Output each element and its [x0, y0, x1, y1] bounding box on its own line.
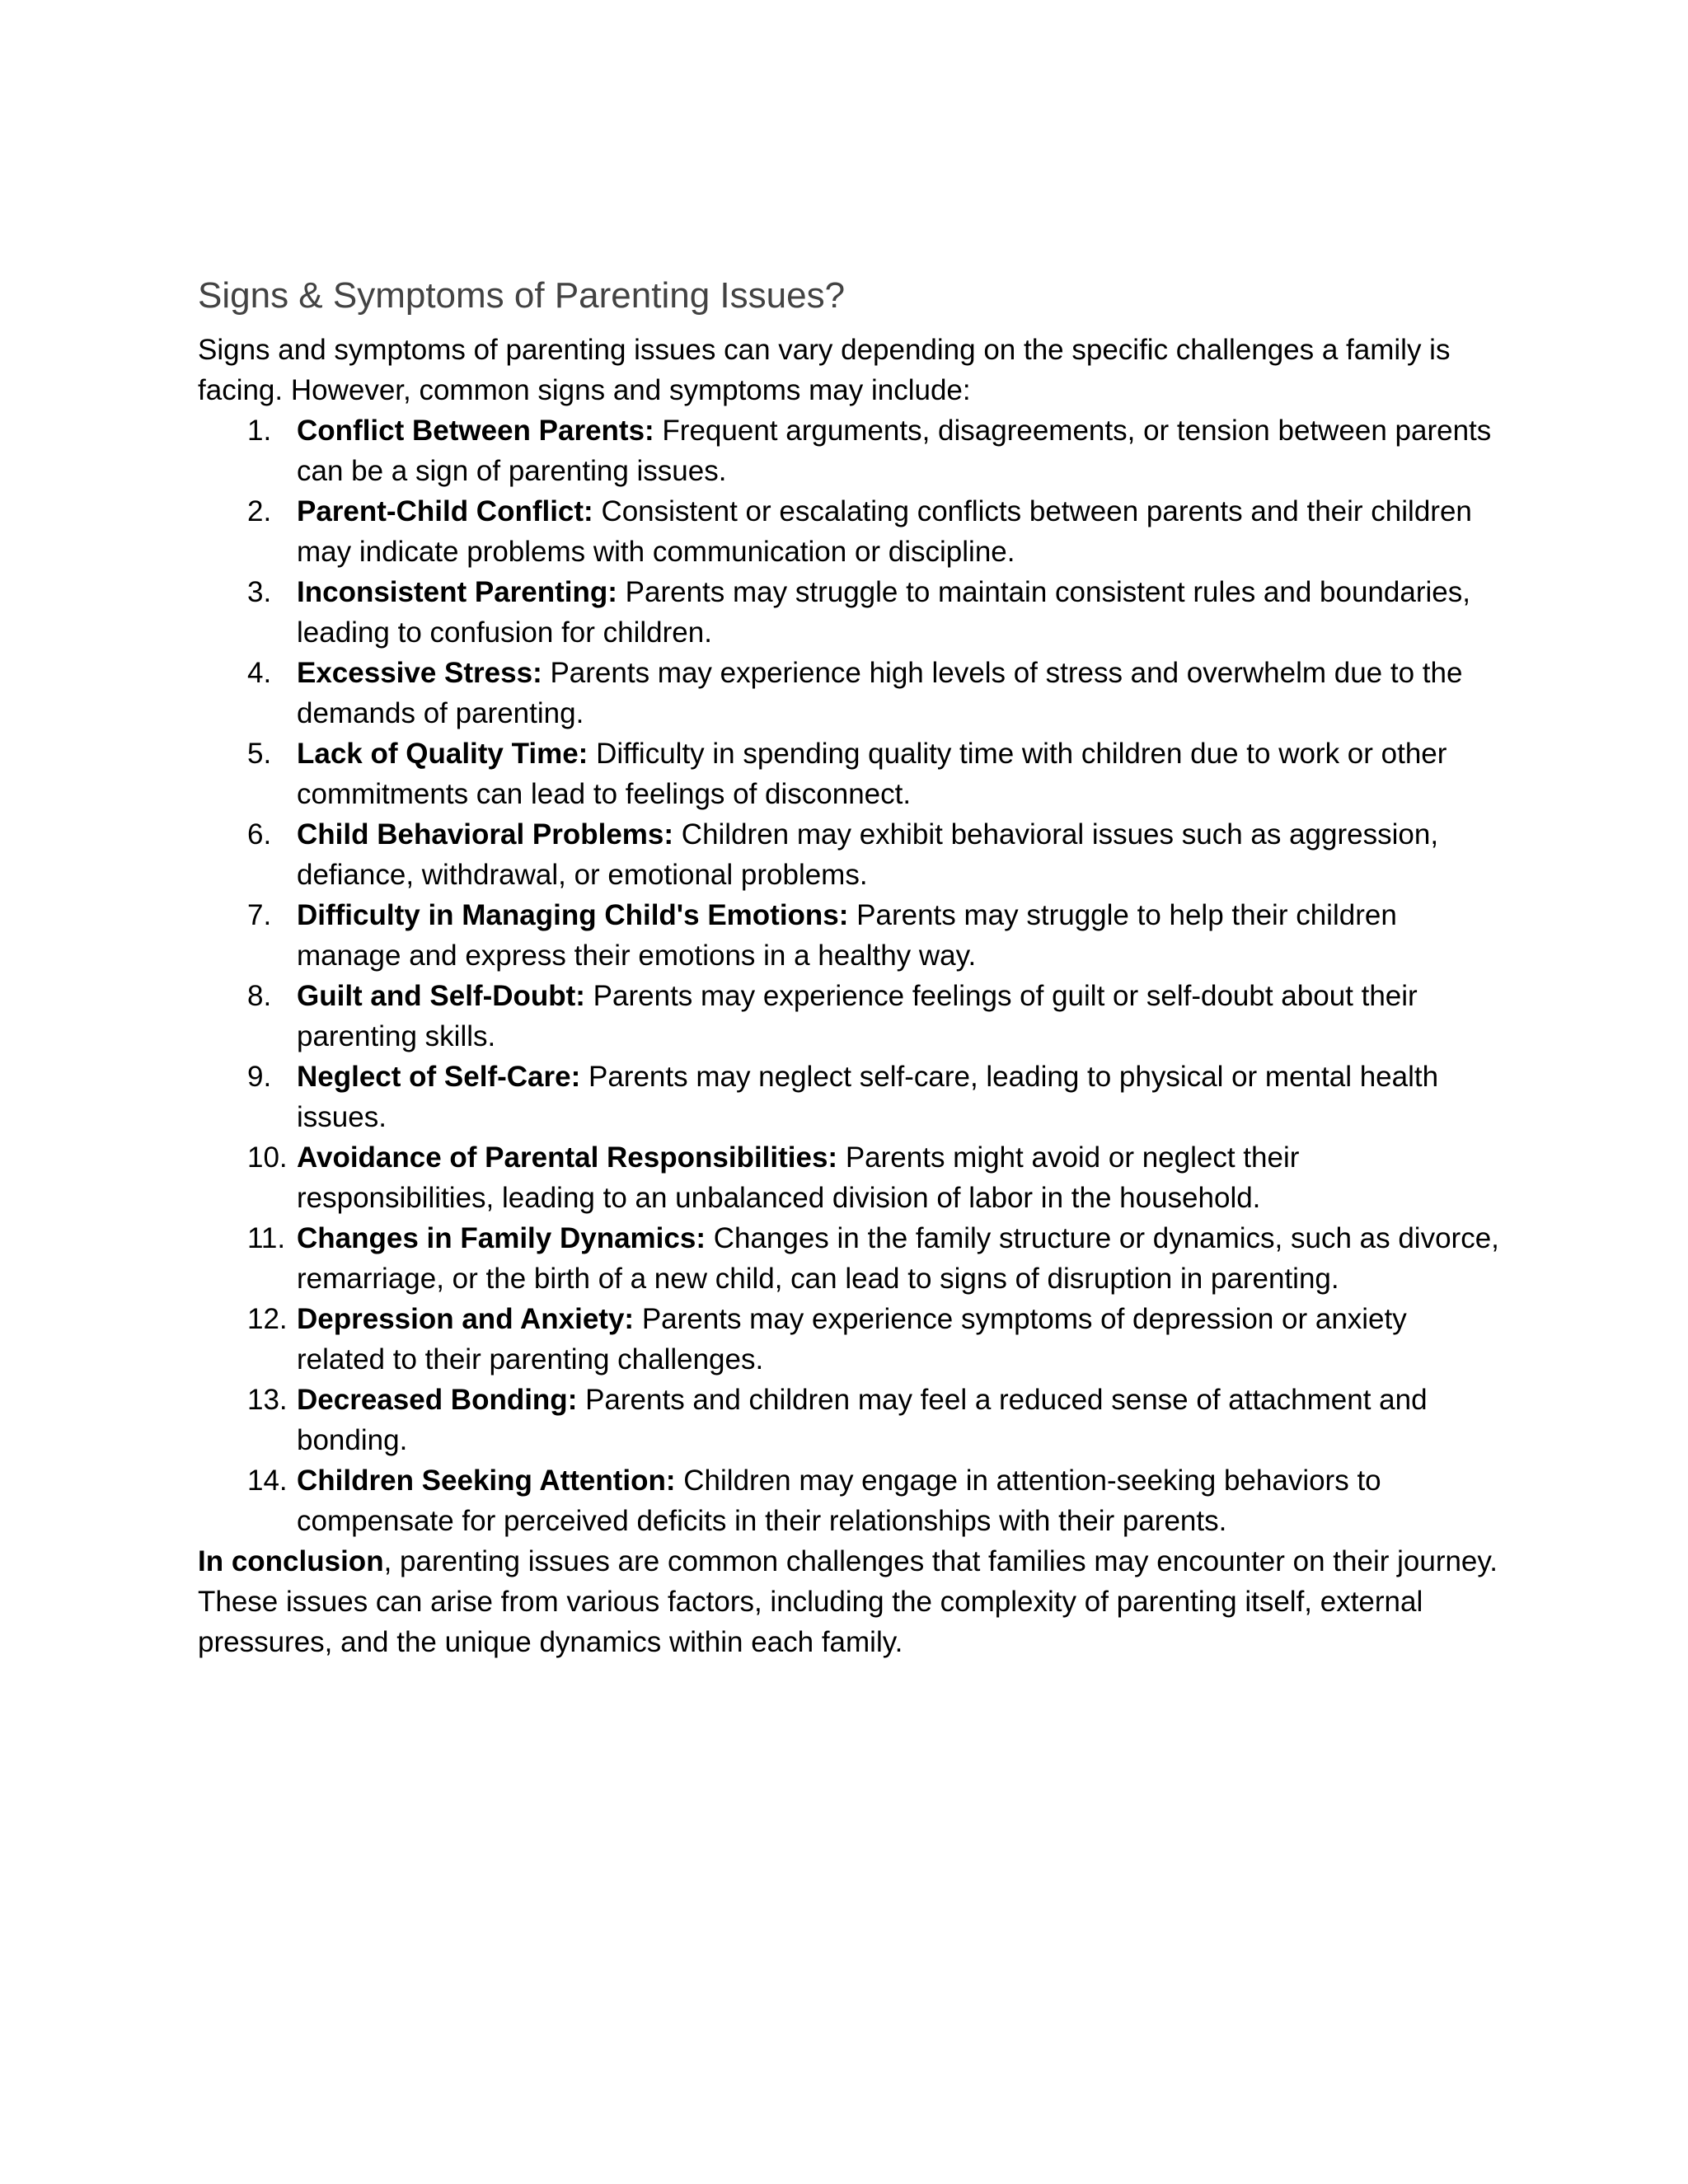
list-number: 6.: [247, 818, 272, 851]
item-text: Changes in the family structure or dynamics, such as divorce, remarriage, or the birth of a new child, can lead to signs of disruption in parenting.: [297, 1222, 1499, 1295]
item-text: Parents might avoid or neglect their responsibilities, leading to an unbalanced division of labor in the household.: [297, 1141, 1300, 1214]
list-number: 13.: [247, 1384, 288, 1416]
item-term: Changes in Family Dynamics:: [297, 1222, 706, 1254]
item-term: Conflict Between Parents:: [297, 415, 654, 447]
item-term: Depression and Anxiety:: [297, 1303, 635, 1335]
item-text: Parents may struggle to help their children manage and express their emotions in a healthy way.: [297, 899, 1397, 972]
list-item: [198, 1218, 1500, 1299]
list-number: 10.: [247, 1141, 288, 1174]
item-term: Parent-Child Conflict:: [297, 495, 593, 527]
item-term: Difficulty in Managing Child's Emotions:: [297, 899, 849, 931]
item-text: Children may exhibit behavioral issues such as aggression, defiance, withdrawal, or emotional problems.: [297, 818, 1439, 891]
item-text: Parents may struggle to maintain consistent rules and boundaries, leading to confusion for children.: [297, 576, 1470, 649]
item-text: Difficulty in spending quality time with children due to work or other commitments can lead to feelings of disconnect.: [297, 738, 1447, 810]
document-page: [198, 272, 1500, 1662]
list-item: [198, 895, 1500, 976]
list-item: [198, 976, 1500, 1057]
list-item: [198, 733, 1500, 814]
list-item: [198, 814, 1500, 895]
list-number: 9.: [247, 1061, 272, 1093]
item-term: Child Behavioral Problems:: [297, 818, 674, 851]
list-number: 12.: [247, 1303, 288, 1335]
list-item: [198, 572, 1500, 653]
list-item: [198, 1299, 1500, 1380]
item-term: Children Seeking Attention:: [297, 1465, 676, 1497]
item-term: Excessive Stress:: [297, 657, 542, 689]
list-item: [198, 1137, 1500, 1218]
item-term: Lack of Quality Time:: [297, 738, 588, 770]
item-term: Guilt and Self-Doubt:: [297, 980, 585, 1012]
conclusion-text: , parenting issues are common challenges that families may encounter on their journey. These issues can arise from various factors, including the complexity of parenting itself, external pressures, and the unique dynamics within each family.: [198, 1545, 1498, 1658]
list-item: [198, 410, 1500, 491]
item-text: Parents may experience symptoms of depression or anxiety related to their parenting challenges.: [297, 1303, 1407, 1376]
item-text: Parents may neglect self-care, leading to physical or mental health issues.: [297, 1061, 1439, 1133]
item-term: Neglect of Self-Care:: [297, 1061, 581, 1093]
list-number: 14.: [247, 1465, 288, 1497]
symptoms-list: [198, 410, 1500, 1541]
item-text: Parents may experience feelings of guilt or self-doubt about their parenting skills.: [297, 980, 1418, 1052]
item-text: Children may engage in attention-seeking behaviors to compensate for perceived deficits in their relationships with their parents.: [297, 1465, 1381, 1537]
item-text: Parents and children may feel a reduced sense of attachment and bonding.: [297, 1384, 1428, 1456]
page-title: Signs & Symptoms of Parenting Issues?: [198, 275, 846, 316]
list-item: [198, 1057, 1500, 1137]
list-item: [198, 1380, 1500, 1460]
conclusion-paragraph: [198, 1541, 1500, 1662]
list-item: [198, 653, 1500, 733]
item-term: Decreased Bonding:: [297, 1384, 578, 1416]
item-term: Avoidance of Parental Responsibilities:: [297, 1141, 838, 1174]
list-number: 2.: [247, 495, 272, 527]
list-number: 1.: [247, 415, 272, 447]
item-text: Parents may experience high levels of stress and overwhelm due to the demands of parenting.: [297, 657, 1463, 729]
list-item: [198, 491, 1500, 572]
list-number: 4.: [247, 657, 272, 689]
list-number: 7.: [247, 899, 272, 931]
list-number: 11.: [247, 1222, 286, 1254]
item-term: Inconsistent Parenting:: [297, 576, 617, 608]
list-number: 3.: [247, 576, 272, 608]
intro-paragraph: Signs and symptoms of parenting issues can vary depending on the specific challenges a family is facing. However, common signs and symptoms may include:: [198, 334, 1451, 406]
item-text: Consistent or escalating conflicts between parents and their children may indicate problems with communication or discipline.: [297, 495, 1472, 568]
list-number: 8.: [247, 980, 272, 1012]
item-text: Frequent arguments, disagreements, or tension between parents can be a sign of parenting issues.: [297, 415, 1492, 487]
list-number: 5.: [247, 738, 272, 770]
list-item: [198, 1460, 1500, 1541]
conclusion-lead: In conclusion: [198, 1545, 384, 1577]
